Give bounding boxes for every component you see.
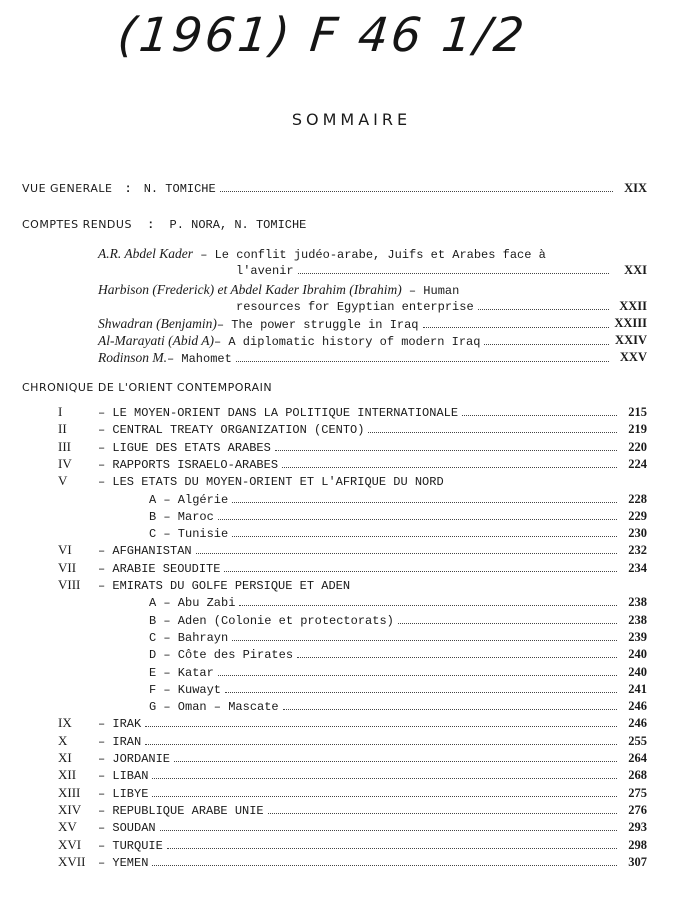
section-title: F – Kuwayt [149,683,222,697]
section-title: – SOUDAN [98,821,156,835]
section-page: 219 [628,422,647,436]
review-page: XXII [619,299,647,313]
section-row [98,543,647,559]
section-page: 241 [628,682,647,696]
section-page: 224 [628,457,647,471]
comptes-rendus-sep: : [147,218,155,232]
section-title: – LES ETATS DU MOYEN-ORIENT ET L'AFRIQUE DU NORD [98,475,444,489]
section-number: I [58,404,63,419]
section-row [98,768,647,784]
section-page: 246 [628,716,647,730]
section-row [98,855,647,871]
review-entry [98,246,546,262]
section-number: V [58,473,68,488]
section-page: 239 [628,630,647,644]
section-title: A – Algérie [149,493,229,507]
leader-dots [275,440,617,451]
section-page: 215 [628,405,647,419]
leader-dots [152,855,617,866]
section-page: 230 [628,526,647,540]
section-page: 307 [628,855,647,869]
leader-dots [484,334,609,345]
review-author: Harbison (Frederick) et Abdel Kader Ibrahim (Ibrahim) [98,282,402,297]
section-number: XI [58,750,72,765]
section-row [98,820,647,836]
section-number: IX [58,715,72,730]
page-title: SOMMAIRE [291,110,412,129]
section-number: XVII [58,854,86,869]
section-title: – IRAN [98,735,142,749]
section-title: C – Tunisie [149,527,229,541]
leader-dots [152,768,617,779]
section-page: 238 [628,613,647,627]
leader-dots [218,509,617,520]
comptes-rendus-label: COMPTES RENDUS [22,218,132,231]
leader-dots [152,786,617,797]
section-page: 275 [628,786,647,800]
section-number: XIII [58,785,81,800]
section-page: 264 [628,751,647,765]
section-page: 255 [628,734,647,748]
leader-dots [174,751,617,762]
subsection-row [149,647,647,663]
review-entry [98,316,647,332]
vue-generale-author: N. TOMICHE [143,182,216,196]
section-number: XIV [58,802,82,817]
section-page: 293 [628,820,647,834]
review-title: – Human [401,284,460,298]
review-entry [98,350,647,366]
section-row [98,751,647,767]
section-page: 240 [628,665,647,679]
section-title: – IRAK [98,717,142,731]
review-entry [98,333,647,349]
section-number: III [58,439,71,454]
subsection-row [149,699,647,715]
leader-dots [478,299,609,310]
section-title: – CENTRAL TREATY ORGANIZATION (CENTO) [98,423,365,437]
section-number: XV [58,819,77,834]
section-title: – JORDANIE [98,752,171,766]
section-page: 298 [628,838,647,852]
review-page: XXI [624,263,647,277]
leader-dots [368,422,617,433]
subsection-row [149,526,647,542]
leader-dots [398,613,617,624]
section-row [98,838,647,854]
review-author: Rodinson M. [98,350,167,365]
leader-dots [232,492,617,503]
leader-dots [282,457,617,468]
leader-dots [297,647,617,658]
subsection-row [149,682,647,698]
review-author: Shwadran (Benjamin) [98,316,217,331]
section-row [98,734,647,750]
vue-generale-row [22,181,647,197]
review-title-cont: l'avenir [236,264,294,278]
section-page: 276 [628,803,647,817]
subsection-row [149,509,647,525]
leader-dots [423,317,609,328]
section-number: IV [58,456,72,471]
chronique-heading: CHRONIQUE DE L'ORIENT CONTEMPORAIN [22,381,273,394]
section-number: XVI [58,837,82,852]
leader-dots [220,181,613,192]
section-number: VII [58,560,77,575]
section-page: 268 [628,768,647,782]
leader-dots [225,682,617,693]
leader-dots [232,630,617,641]
section-title: – LIGUE DES ETATS ARABES [98,441,271,455]
section-title: – ARABIE SEOUDITE [98,562,221,576]
leader-dots [268,803,617,814]
leader-dots [232,526,617,537]
review-title: – A diplomatic history of modern Iraq [213,335,481,349]
section-page: 238 [628,595,647,609]
section-row [98,440,647,456]
section-title: G – Oman – Mascate [149,700,279,714]
section-row [98,422,647,438]
section-row [98,578,647,594]
subsection-row [149,665,647,681]
leader-dots [218,665,617,676]
subsection-row [149,613,647,629]
section-number: VIII [58,577,81,592]
section-page: 232 [628,543,647,557]
section-number: VI [58,542,72,557]
section-title: – AFGHANISTAN [98,544,192,558]
leader-dots [224,561,617,572]
section-title: D – Côte des Pirates [149,648,294,662]
review-title: – The power struggle in Iraq [216,318,419,332]
review-title: – Mahomet [167,352,232,366]
section-title: – TURQUIE [98,839,163,853]
section-page: 246 [628,699,647,713]
leader-dots [167,838,617,849]
section-title: B – Aden (Colonie et protectorats) [149,614,394,628]
review-entry [98,282,459,298]
section-row [98,561,647,577]
section-title: B – Maroc [149,510,214,524]
section-page: 229 [628,509,647,523]
leader-dots [145,716,617,727]
section-row [98,803,647,819]
leader-dots [462,405,617,416]
section-title: – YEMEN [98,856,149,870]
section-row [98,716,647,732]
subsection-row [149,630,647,646]
section-title: – LIBAN [98,769,149,783]
section-page: 228 [628,492,647,506]
section-title: – LIBYE [98,787,149,801]
review-author: A.R. Abdel Kader [98,246,193,261]
section-page: 240 [628,647,647,661]
subsection-row [149,595,647,611]
section-number: X [58,733,68,748]
review-page: XXIII [614,316,647,330]
section-title: – REPUBLIQUE ARABE UNIE [98,804,264,818]
leader-dots [239,595,617,606]
section-page: 220 [628,440,647,454]
review-page: XXIV [615,333,647,347]
review-continuation [236,299,647,315]
section-title: C – Bahrayn [149,631,229,645]
leader-dots [236,351,609,362]
section-number: II [58,421,67,436]
section-title: – LE MOYEN-ORIENT DANS LA POLITIQUE INTERNATIONALE [98,406,459,420]
section-row [98,405,647,421]
leader-dots [298,263,609,274]
review-author: Al-Marayati (Abid A) [98,333,214,348]
leader-dots [283,699,617,710]
section-number: XII [58,767,77,782]
section-row [98,457,647,473]
handwritten-archive-note: (1961) F 46 1/2 [115,8,530,63]
section-title: – EMIRATS DU GOLFE PERSIQUE ET ADEN [98,579,351,593]
section-title: – RAPPORTS ISRAELO-ARABES [98,458,279,472]
vue-generale-page: XIX [624,181,647,195]
leader-dots [145,734,617,745]
section-title: A – Abu Zabi [149,596,236,610]
vue-generale-sep: : [124,182,132,196]
section-title: E – Katar [149,666,214,680]
leader-dots [160,820,617,831]
section-row [98,474,647,490]
subsection-row [149,492,647,508]
comptes-rendus-heading [22,218,306,232]
vue-generale-label: VUE GENERALE [22,182,113,195]
review-title-cont: resources for Egyptian enterprise [236,300,474,314]
review-page: XXV [619,350,647,364]
section-row [98,786,647,802]
section-page: 234 [628,561,647,575]
review-continuation [236,263,647,279]
comptes-rendus-authors: P. NORA, N. TOMICHE [169,218,307,232]
leader-dots [196,543,617,554]
review-title: – Le conflit judéo-arabe, Juifs et Arabes face à [193,248,546,262]
